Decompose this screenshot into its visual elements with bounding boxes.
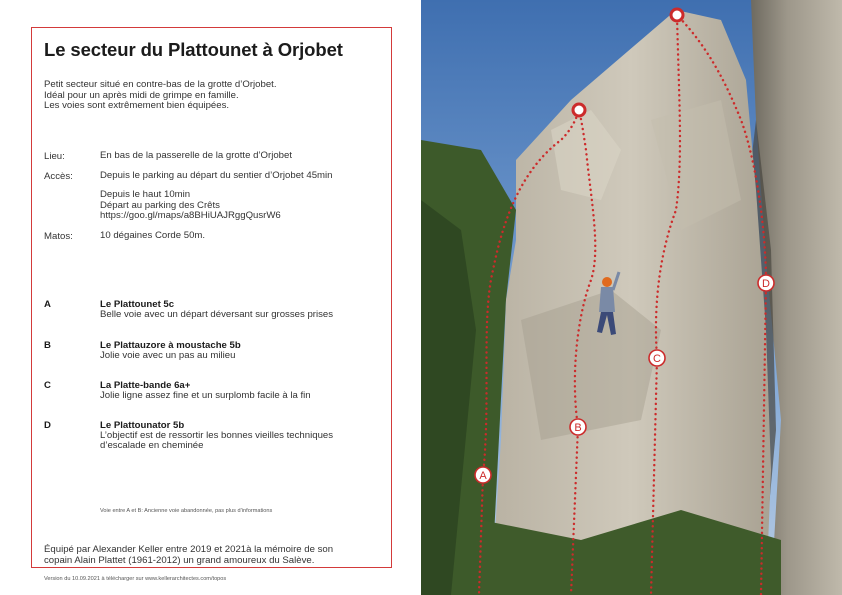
equipped-line: copain Alain Plattet (1961-2012) un grand amoureux du Salève. [44,554,315,566]
route-description: Jolie voie avec un pas au milieu [100,350,236,361]
acces-alternative [100,190,281,222]
anchor-top-left [573,104,585,116]
intro-text [44,80,277,112]
intro-line: Idéal pour un après midi de grimpe en famille. [44,89,239,101]
acces-label: Accès: [44,171,73,182]
route-description: Jolie ligne assez fine et un surplomb facile à la fin [100,390,311,401]
route-name: Le Plattounet 5c [100,299,175,310]
route-marker-a-label: A [479,470,487,482]
route-marker-c-label: C [653,353,661,365]
route-description: L’objectif est de ressortir les bonnes vieilles techniques [100,430,334,441]
map-link[interactable]: https://goo.gl/maps/a8BHiUAJRggQusrW6 [100,210,281,222]
lieu-value: En bas de la passerelle de la grotte d’Orjobet [100,150,292,161]
footnote: Voie entre A et B: Ancienne voie abandonnée, pas plus d’informations [100,508,273,514]
route-letter: A [44,299,51,310]
route-marker-d [758,275,774,291]
route-marker-a [475,467,491,483]
acces-alt-line: Depuis le haut 10min [100,189,191,200]
page-title: Le secteur du Plattounet à Orjobet [44,39,343,60]
acces-value: Depuis le parking au départ du sentier d’Orjobet 45min [100,170,333,181]
route-letter: B [44,340,51,351]
matos-value: 10 dégaines Corde 50m. [100,230,206,241]
version-note: Version du 10.09.2021 à télécharger sur www.kellerarchitectes.com/topos [44,576,227,582]
route-name: La Platte-bande 6a+ [100,380,191,391]
route-marker-b-label: B [574,422,582,434]
intro-line: Petit secteur situé en contre-bas de la grotte d’Orjobet. [44,79,277,90]
route-letter: C [44,380,51,391]
route-marker-b [570,419,586,435]
route-name: Le Plattauzore à moustache 5b [100,340,241,351]
equipped-line: Équipé par Alexander Keller entre 2019 et 2021à la mémoire de son [44,544,334,555]
matos-label: Matos: [44,231,73,242]
topo-photo [421,0,842,595]
intro-line: Les voies sont extrêmement bien équipées. [44,100,230,112]
equipped-credit [44,545,333,566]
acces-alt-line: Départ au parking des Crêts [100,199,220,211]
route-marker-d-label: D [762,278,770,290]
route-description: d’escalade en cheminée [100,440,204,451]
route-letter: D [44,420,51,431]
route-name: Le Plattounator 5b [100,420,185,431]
anchor-top-right [671,9,683,21]
route-marker-c [649,350,665,366]
route-description: Belle voie avec un départ déversant sur grosses prises [100,309,334,320]
lieu-label: Lieu: [44,151,65,162]
